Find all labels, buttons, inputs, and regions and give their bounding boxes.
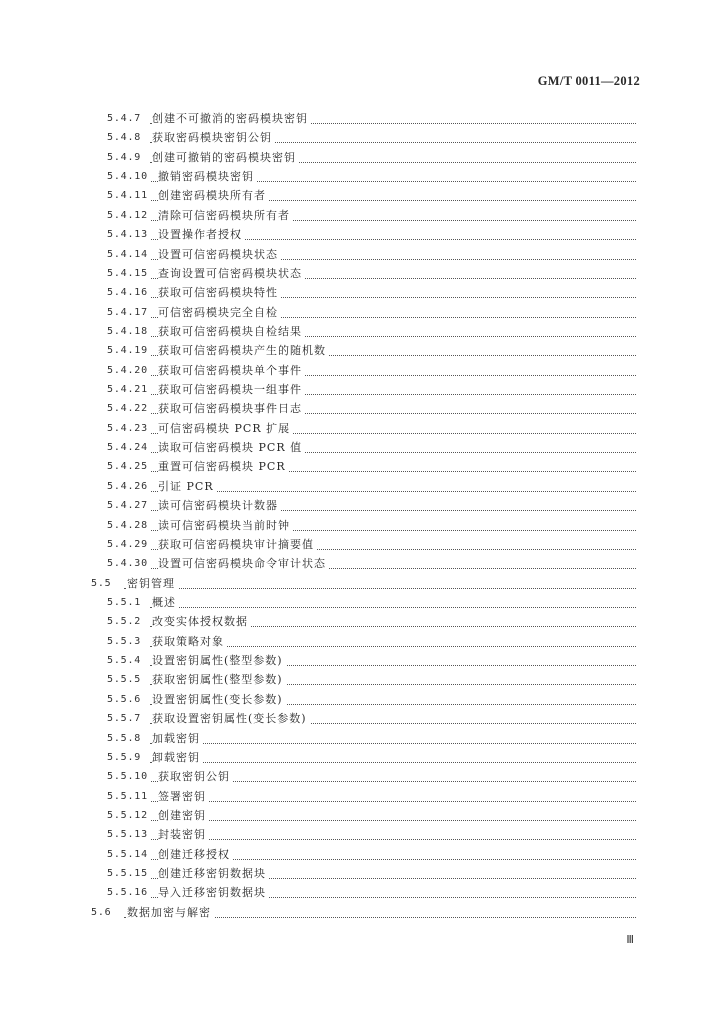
- toc-entry-title: 获取可信密码模块事件日志: [158, 402, 305, 416]
- toc-entry-title: 获取密钥属性(整型参数): [152, 673, 286, 687]
- dot-leader: [150, 491, 636, 492]
- standard-code-header: GM/T 0011—2012: [537, 74, 640, 88]
- toc-entry[interactable]: [0, 401, 724, 420]
- toc-entry[interactable]: [0, 266, 724, 285]
- toc-entry-number: 5.4.19: [107, 344, 151, 358]
- toc-entry-title: 获取密码模块密钥公钥: [152, 131, 275, 145]
- toc-entry-title: 密钥管理: [127, 577, 178, 591]
- toc-entry-title: 可信密码模块 PCR 扩展: [158, 422, 293, 436]
- toc-entry-number: 5.5.6: [107, 693, 144, 707]
- toc-entry-number: 5.5.9: [107, 751, 144, 765]
- toc-entry-number: 5.4.15: [107, 267, 151, 281]
- toc-entry-title: 引证 PCR: [158, 480, 217, 494]
- toc-entry-title: 获取设置密钥属性(变长参数): [152, 712, 310, 726]
- toc-entry-number: 5.5.16: [107, 886, 151, 900]
- toc-entry-number: 5.5.5: [107, 673, 144, 687]
- toc-entry-title: 卸载密钥: [152, 751, 203, 765]
- toc-entry-number: 5.6: [91, 906, 114, 920]
- toc-entry-number: 5.4.23: [107, 422, 151, 436]
- toc-entry-title: 导入迁移密钥数据块: [158, 886, 269, 900]
- toc-entry-title: 创建不可撤消的密码模块密钥: [152, 112, 311, 126]
- toc-entry-title: 封装密钥: [158, 828, 209, 842]
- dot-leader: [150, 839, 636, 840]
- toc-entry[interactable]: [0, 324, 724, 343]
- toc-entry-title: 获取可信密码模块自检结果: [158, 325, 305, 339]
- toc-entry-number: 5.4.30: [107, 557, 151, 571]
- toc-entry[interactable]: [0, 731, 724, 750]
- table-of-contents: [0, 111, 724, 924]
- toc-entry-number: 5.5.7: [107, 712, 144, 726]
- toc-entry[interactable]: [0, 459, 724, 478]
- toc-entry[interactable]: [0, 556, 724, 575]
- toc-entry-title: 获取可信密码模块特性: [158, 286, 281, 300]
- toc-entry[interactable]: [0, 866, 724, 885]
- toc-entry-number: 5.4.24: [107, 441, 151, 455]
- toc-entry-number: 5.5.15: [107, 867, 151, 881]
- toc-entry[interactable]: [0, 130, 724, 149]
- toc-entry[interactable]: [0, 595, 724, 614]
- toc-entry[interactable]: [0, 518, 724, 537]
- toc-entry[interactable]: [0, 692, 724, 711]
- toc-entry-title: 设置密钥属性(变长参数): [152, 693, 286, 707]
- toc-entry[interactable]: [0, 111, 724, 130]
- toc-entry-title: 获取可信密码模块审计摘要值: [158, 538, 317, 552]
- toc-entry-number: 5.4.29: [107, 538, 151, 552]
- toc-entry-number: 5.4.16: [107, 286, 151, 300]
- toc-entry[interactable]: [0, 808, 724, 827]
- toc-entry[interactable]: [0, 634, 724, 653]
- toc-entry[interactable]: [0, 769, 724, 788]
- toc-entry-title: 创建可撤销的密码模块密钥: [152, 151, 299, 165]
- toc-entry-title: 可信密码模块完全自检: [158, 306, 281, 320]
- toc-entry-title: 设置可信密码模块状态: [158, 248, 281, 262]
- toc-entry[interactable]: [0, 305, 724, 324]
- toc-entry-title: 设置密钥属性(整型参数): [152, 654, 286, 668]
- toc-entry-number: 5.4.8: [107, 131, 144, 145]
- dot-leader: [150, 820, 636, 821]
- toc-entry-number: 5.5.8: [107, 732, 144, 746]
- toc-entry-number: 5.4.20: [107, 364, 151, 378]
- toc-entry-title: 概述: [152, 596, 179, 610]
- toc-entry-title: 设置可信密码模块命令审计状态: [158, 557, 329, 571]
- toc-entry-number: 5.5.2: [107, 615, 144, 629]
- toc-entry[interactable]: [0, 750, 724, 769]
- dot-leader: [150, 743, 636, 744]
- toc-entry[interactable]: [0, 498, 724, 517]
- toc-entry-title: 清除可信密码模块所有者: [158, 209, 293, 223]
- toc-entry[interactable]: [0, 847, 724, 866]
- toc-entry-number: 5.4.10: [107, 170, 151, 184]
- dot-leader: [150, 607, 636, 608]
- dot-leader: [150, 801, 636, 802]
- toc-entry-number: 5.4.9: [107, 151, 144, 165]
- toc-entry[interactable]: [0, 421, 724, 440]
- toc-entry[interactable]: [0, 188, 724, 207]
- toc-entry-title: 改变实体授权数据: [152, 615, 251, 629]
- toc-entry-number: 5.5.3: [107, 635, 144, 649]
- dot-leader: [150, 762, 636, 763]
- toc-entry[interactable]: [0, 905, 724, 924]
- toc-entry[interactable]: [0, 614, 724, 633]
- toc-entry[interactable]: [0, 382, 724, 401]
- toc-entry-number: 5.5.1: [107, 596, 144, 610]
- toc-entry[interactable]: [0, 653, 724, 672]
- toc-entry-number: 5.4.18: [107, 325, 151, 339]
- toc-entry-title: 数据加密与解密: [127, 906, 214, 920]
- toc-entry-number: 5.4.17: [107, 306, 151, 320]
- toc-entry[interactable]: [0, 827, 724, 846]
- toc-entry[interactable]: [0, 247, 724, 266]
- toc-entry[interactable]: [0, 789, 724, 808]
- toc-entry-number: 5.4.21: [107, 383, 151, 397]
- toc-entry[interactable]: [0, 285, 724, 304]
- toc-entry-number: 5.4.13: [107, 228, 151, 242]
- toc-entry-number: 5.5.4: [107, 654, 144, 668]
- toc-entry-title: 创建密钥: [158, 809, 209, 823]
- toc-entry-title: 获取可信密码模块单个事件: [158, 364, 305, 378]
- toc-entry-title: 重置可信密码模块 PCR: [158, 460, 289, 474]
- toc-entry-number: 5.4.26: [107, 480, 151, 494]
- toc-entry[interactable]: [0, 208, 724, 227]
- toc-entry[interactable]: [0, 440, 724, 459]
- toc-entry-title: 创建密码模块所有者: [158, 189, 269, 203]
- toc-entry[interactable]: [0, 169, 724, 188]
- toc-entry-title: 查询设置可信密码模块状态: [158, 267, 305, 281]
- toc-entry-number: 5.5: [91, 577, 114, 591]
- toc-entry[interactable]: [0, 227, 724, 246]
- toc-entry[interactable]: [0, 711, 724, 730]
- toc-entry-number: 5.5.13: [107, 828, 151, 842]
- toc-entry[interactable]: [0, 885, 724, 904]
- toc-entry-title: 撤销密码模块密钥: [158, 170, 257, 184]
- toc-entry-number: 5.5.12: [107, 809, 151, 823]
- toc-entry-number: 5.4.14: [107, 248, 151, 262]
- toc-entry[interactable]: [0, 343, 724, 362]
- toc-entry-title: 加载密钥: [152, 732, 203, 746]
- toc-entry[interactable]: [0, 576, 724, 595]
- toc-entry-number: 5.4.28: [107, 519, 151, 533]
- toc-entry[interactable]: [0, 537, 724, 556]
- toc-entry-number: 5.4.22: [107, 402, 151, 416]
- toc-entry-number: 5.5.11: [107, 790, 151, 804]
- toc-entry[interactable]: [0, 479, 724, 498]
- toc-entry-title: 读可信密码模块计数器: [158, 499, 281, 513]
- toc-entry-title: 获取可信密码模块产生的随机数: [158, 344, 329, 358]
- toc-entry-number: 5.5.14: [107, 848, 151, 862]
- toc-entry-number: 5.4.27: [107, 499, 151, 513]
- toc-entry-title: 读取可信密码模块 PCR 值: [158, 441, 305, 455]
- toc-entry-title: 创建迁移密钥数据块: [158, 867, 269, 881]
- toc-entry-title: 读可信密码模块当前时钟: [158, 519, 293, 533]
- toc-entry-title: 获取密钥公钥: [158, 770, 233, 784]
- toc-entry-number: 5.4.11: [107, 189, 151, 203]
- toc-entry[interactable]: [0, 363, 724, 382]
- toc-entry-title: 签署密钥: [158, 790, 209, 804]
- toc-entry-number: 5.5.10: [107, 770, 151, 784]
- page-number: Ⅲ: [626, 934, 634, 946]
- toc-entry-title: 获取可信密码模块一组事件: [158, 383, 305, 397]
- toc-entry-number: 5.4.12: [107, 209, 151, 223]
- toc-entry-number: 5.4.7: [107, 112, 144, 126]
- toc-entry-number: 5.4.25: [107, 460, 151, 474]
- dot-leader: [124, 588, 636, 589]
- toc-entry-title: 设置操作者授权: [158, 228, 245, 242]
- toc-entry[interactable]: [0, 150, 724, 169]
- toc-entry-title: 获取策略对象: [152, 635, 227, 649]
- toc-entry-title: 创建迁移授权: [158, 848, 233, 862]
- toc-entry[interactable]: [0, 672, 724, 691]
